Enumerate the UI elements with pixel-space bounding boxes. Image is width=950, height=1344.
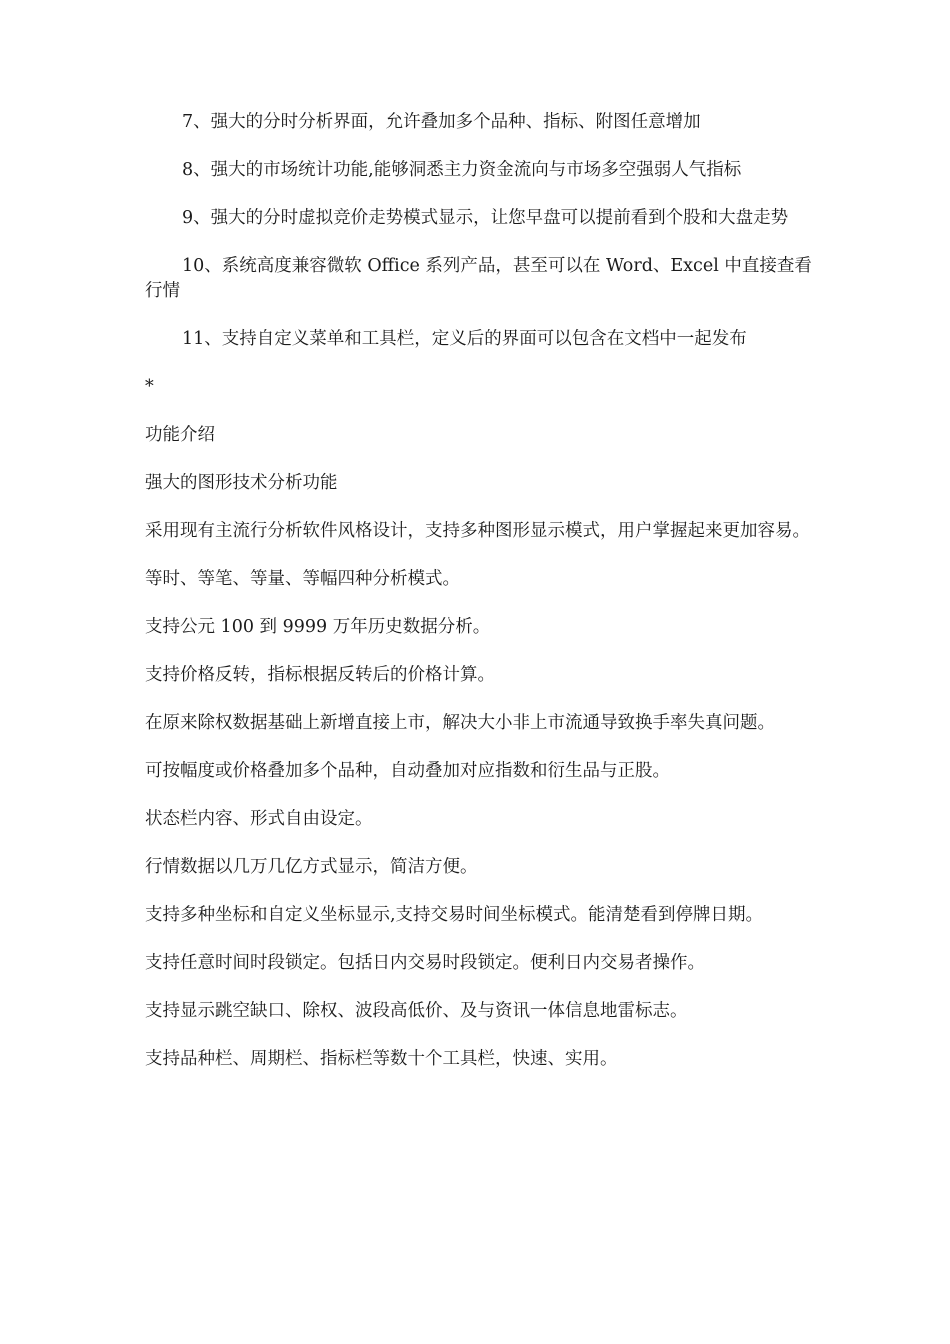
subsection-title: 强大的图形技术分析功能 bbox=[145, 473, 338, 493]
feature-paragraph: 状态栏内容、形式自由设定。 bbox=[145, 809, 373, 829]
feature-paragraph: 采用现有主流行分析软件风格设计，支持多种图形显示模式，用户掌握起来更加容易。 bbox=[145, 521, 810, 541]
section-title: 功能介绍 bbox=[145, 425, 215, 445]
feature-paragraph: 在原来除权数据基础上新增直接上市，解决大小非上市流通导致换手率失真问题。 bbox=[145, 713, 775, 733]
numbered-item-10: 10、系统高度兼容微软 Office 系列产品，甚至可以在 Word、Excel 中直接查看行情 bbox=[145, 256, 812, 301]
numbered-item-8: 8、强大的市场统计功能,能够洞悉主力资金流向与市场多空强弱人气指标 bbox=[182, 160, 742, 180]
feature-paragraph: 支持公元 100 到 9999 万年历史数据分析。 bbox=[145, 617, 491, 637]
feature-paragraph: 等时、等笔、等量、等幅四种分析模式。 bbox=[145, 569, 460, 589]
feature-paragraph: 支持品种栏、周期栏、指标栏等数十个工具栏，快速、实用。 bbox=[145, 1049, 618, 1069]
separator-asterisk: * bbox=[145, 377, 154, 397]
feature-paragraph: 行情数据以几万几亿方式显示，简洁方便。 bbox=[145, 857, 478, 877]
numbered-item-7: 7、强大的分时分析界面，允许叠加多个品种、指标、附图任意增加 bbox=[182, 112, 701, 132]
numbered-item-11: 11、支持自定义菜单和工具栏，定义后的界面可以包含在文档中一起发布 bbox=[182, 329, 747, 349]
feature-paragraph: 支持价格反转，指标根据反转后的价格计算。 bbox=[145, 665, 495, 685]
document-body bbox=[145, 110, 813, 1095]
feature-paragraph: 支持显示跳空缺口、除权、波段高低价、及与资讯一体信息地雷标志。 bbox=[145, 1001, 688, 1021]
feature-paragraph: 可按幅度或价格叠加多个品种，自动叠加对应指数和衍生品与正股。 bbox=[145, 761, 670, 781]
numbered-item-9: 9、强大的分时虚拟竞价走势模式显示，让您早盘可以提前看到个股和大盘走势 bbox=[182, 208, 789, 228]
feature-paragraph: 支持多种坐标和自定义坐标显示,支持交易时间坐标模式。能清楚看到停牌日期。 bbox=[145, 905, 764, 925]
feature-paragraph: 支持任意时间时段锁定。包括日内交易时段锁定。便利日内交易者操作。 bbox=[145, 953, 705, 973]
